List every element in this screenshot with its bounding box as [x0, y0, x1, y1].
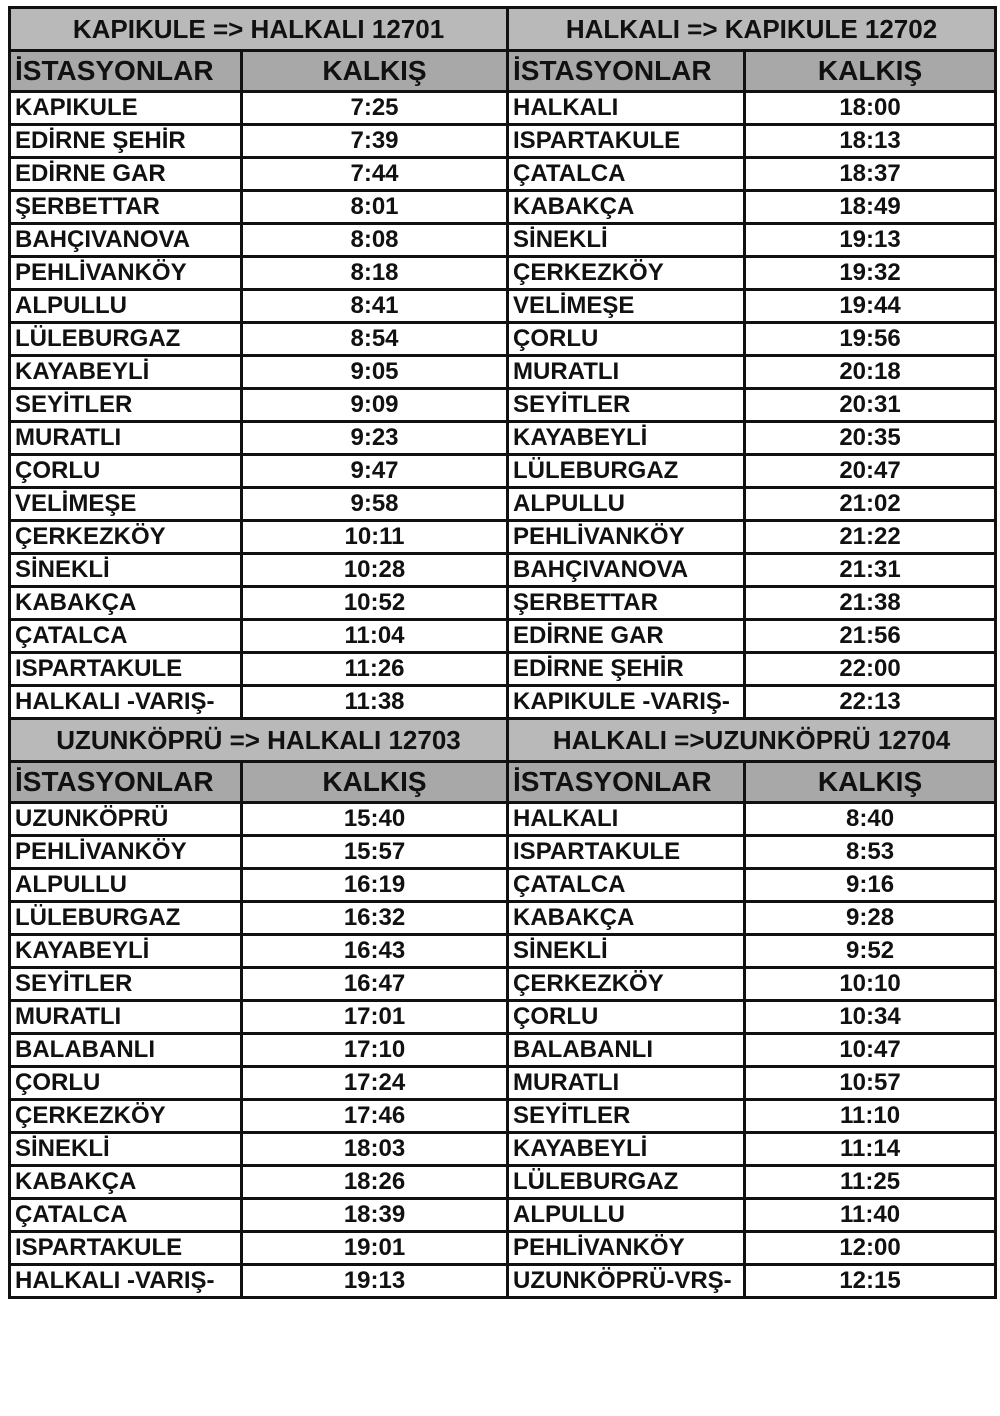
departure-time: 17:10 — [242, 1034, 508, 1067]
departure-time: 10:28 — [242, 554, 508, 587]
station-name: ÇERKEZKÖY — [508, 968, 745, 1001]
departure-time: 18:37 — [745, 158, 996, 191]
station-name: HALKALI — [508, 92, 745, 125]
departure-time: 20:47 — [745, 455, 996, 488]
departure-time: 19:13 — [745, 224, 996, 257]
departure-time: 21:31 — [745, 554, 996, 587]
departure-time: 22:13 — [745, 686, 996, 719]
station-name: BALABANLI — [10, 1034, 242, 1067]
departure-time: 9:58 — [242, 488, 508, 521]
departure-time: 15:57 — [242, 836, 508, 869]
departure-time: 19:32 — [745, 257, 996, 290]
station-name: KABAKÇA — [10, 587, 242, 620]
table-row — [10, 1166, 996, 1199]
departure-time: 11:40 — [745, 1199, 996, 1232]
table-row — [10, 521, 996, 554]
departure-time: 8:41 — [242, 290, 508, 323]
route-title: HALKALI => KAPIKULE 12702 — [508, 8, 996, 51]
table-row — [10, 1133, 996, 1166]
station-name: HALKALI -VARIŞ- — [10, 1265, 242, 1298]
departure-time: 9:47 — [242, 455, 508, 488]
table-row — [10, 422, 996, 455]
station-name: ISPARTAKULE — [10, 1232, 242, 1265]
station-name: BAHÇIVANOVA — [508, 554, 745, 587]
table-row — [10, 1100, 996, 1133]
departure-time: 16:19 — [242, 869, 508, 902]
departure-time: 9:52 — [745, 935, 996, 968]
column-header-stations: İSTASYONLAR — [10, 762, 242, 803]
departure-time: 10:47 — [745, 1034, 996, 1067]
station-name: ÇATALCA — [508, 869, 745, 902]
table-row — [10, 191, 996, 224]
station-name: EDİRNE GAR — [10, 158, 242, 191]
station-name: VELİMEŞE — [10, 488, 242, 521]
departure-time: 10:11 — [242, 521, 508, 554]
departure-time: 17:01 — [242, 1001, 508, 1034]
route-title: HALKALI =>UZUNKÖPRÜ 12704 — [508, 719, 996, 762]
station-name: ISPARTAKULE — [508, 125, 745, 158]
departure-time: 19:01 — [242, 1232, 508, 1265]
table-row — [10, 1265, 996, 1298]
departure-time: 10:52 — [242, 587, 508, 620]
departure-time: 8:53 — [745, 836, 996, 869]
station-name: SEYİTLER — [10, 389, 242, 422]
station-name: ÇATALCA — [10, 1199, 242, 1232]
station-name: PEHLİVANKÖY — [508, 1232, 745, 1265]
table-row — [10, 620, 996, 653]
table-row — [10, 389, 996, 422]
departure-time: 11:26 — [242, 653, 508, 686]
table-row — [10, 968, 996, 1001]
table-row — [10, 587, 996, 620]
departure-time: 7:25 — [242, 92, 508, 125]
station-name: ÇORLU — [10, 1067, 242, 1100]
station-name: SİNEKLİ — [10, 554, 242, 587]
station-name: ÇORLU — [508, 323, 745, 356]
station-name: ÇORLU — [10, 455, 242, 488]
station-name: ALPULLU — [508, 488, 745, 521]
departure-time: 8:08 — [242, 224, 508, 257]
departure-time: 20:18 — [745, 356, 996, 389]
departure-time: 11:14 — [745, 1133, 996, 1166]
station-name: MURATLI — [10, 422, 242, 455]
table-row — [10, 158, 996, 191]
departure-time: 11:10 — [745, 1100, 996, 1133]
station-name: PEHLİVANKÖY — [10, 257, 242, 290]
station-name: KAYABEYLİ — [10, 935, 242, 968]
departure-time: 16:43 — [242, 935, 508, 968]
departure-time: 12:00 — [745, 1232, 996, 1265]
station-name: SİNEKLİ — [10, 1133, 242, 1166]
departure-time: 16:32 — [242, 902, 508, 935]
station-name: SEYİTLER — [508, 389, 745, 422]
departure-time: 20:35 — [745, 422, 996, 455]
station-name: SİNEKLİ — [508, 935, 745, 968]
station-name: SEYİTLER — [508, 1100, 745, 1133]
station-name: KABAKÇA — [10, 1166, 242, 1199]
column-header-departure: KALKIŞ — [745, 762, 996, 803]
departure-time: 7:39 — [242, 125, 508, 158]
table-row — [10, 1034, 996, 1067]
station-name: BAHÇIVANOVA — [10, 224, 242, 257]
table-row — [10, 869, 996, 902]
departure-time: 17:24 — [242, 1067, 508, 1100]
station-name: UZUNKÖPRÜ-VRŞ- — [508, 1265, 745, 1298]
station-name: SEYİTLER — [10, 968, 242, 1001]
station-name: PEHLİVANKÖY — [508, 521, 745, 554]
station-name: PEHLİVANKÖY — [10, 836, 242, 869]
departure-time: 17:46 — [242, 1100, 508, 1133]
station-name: KAYABEYLİ — [508, 422, 745, 455]
table-row — [10, 92, 996, 125]
departure-time: 7:44 — [242, 158, 508, 191]
route-title: UZUNKÖPRÜ => HALKALI 12703 — [10, 719, 508, 762]
departure-time: 21:38 — [745, 587, 996, 620]
station-name: ALPULLU — [508, 1199, 745, 1232]
station-name: EDİRNE ŞEHİR — [10, 125, 242, 158]
station-name: LÜLEBURGAZ — [508, 1166, 745, 1199]
station-name: LÜLEBURGAZ — [10, 323, 242, 356]
departure-time: 10:10 — [745, 968, 996, 1001]
table-row — [10, 902, 996, 935]
departure-time: 16:47 — [242, 968, 508, 1001]
table-row — [10, 1001, 996, 1034]
departure-time: 10:34 — [745, 1001, 996, 1034]
departure-time: 21:22 — [745, 521, 996, 554]
column-header-stations: İSTASYONLAR — [508, 762, 745, 803]
table-row — [10, 290, 996, 323]
timetable-body — [10, 8, 996, 1298]
departure-time: 18:00 — [745, 92, 996, 125]
station-name: VELİMEŞE — [508, 290, 745, 323]
station-name: KAYABEYLİ — [10, 356, 242, 389]
departure-time: 21:56 — [745, 620, 996, 653]
station-name: ÇORLU — [508, 1001, 745, 1034]
departure-time: 8:40 — [745, 803, 996, 836]
departure-time: 18:13 — [745, 125, 996, 158]
station-name: ISPARTAKULE — [10, 653, 242, 686]
station-name: ŞERBETTAR — [508, 587, 745, 620]
station-name: ŞERBETTAR — [10, 191, 242, 224]
table-row — [10, 935, 996, 968]
station-name: KABAKÇA — [508, 191, 745, 224]
station-name: ÇERKEZKÖY — [10, 521, 242, 554]
station-name: ALPULLU — [10, 869, 242, 902]
route-title-row — [10, 719, 996, 762]
column-header-row — [10, 762, 996, 803]
station-name: MURATLI — [508, 356, 745, 389]
departure-time: 11:25 — [745, 1166, 996, 1199]
departure-time: 18:39 — [242, 1199, 508, 1232]
station-name: EDİRNE GAR — [508, 620, 745, 653]
station-name: MURATLI — [508, 1067, 745, 1100]
station-name: LÜLEBURGAZ — [508, 455, 745, 488]
timetable-sheet — [8, 6, 994, 1299]
departure-time: 20:31 — [745, 389, 996, 422]
departure-time: 12:15 — [745, 1265, 996, 1298]
departure-time: 9:23 — [242, 422, 508, 455]
departure-time: 15:40 — [242, 803, 508, 836]
station-name: KABAKÇA — [508, 902, 745, 935]
station-name: KAPIKULE — [10, 92, 242, 125]
column-header-stations: İSTASYONLAR — [10, 51, 242, 92]
table-row — [10, 803, 996, 836]
station-name: UZUNKÖPRÜ — [10, 803, 242, 836]
departure-time: 11:38 — [242, 686, 508, 719]
column-header-departure: KALKIŞ — [745, 51, 996, 92]
departure-time: 19:56 — [745, 323, 996, 356]
departure-time: 18:26 — [242, 1166, 508, 1199]
station-name: SİNEKLİ — [508, 224, 745, 257]
table-row — [10, 1199, 996, 1232]
departure-time: 22:00 — [745, 653, 996, 686]
table-row — [10, 257, 996, 290]
station-name: LÜLEBURGAZ — [10, 902, 242, 935]
station-name: HALKALI -VARIŞ- — [10, 686, 242, 719]
station-name: BALABANLI — [508, 1034, 745, 1067]
departure-time: 9:16 — [745, 869, 996, 902]
timetable — [8, 6, 997, 1299]
table-row — [10, 455, 996, 488]
route-title: KAPIKULE => HALKALI 12701 — [10, 8, 508, 51]
departure-time: 9:09 — [242, 389, 508, 422]
departure-time: 19:44 — [745, 290, 996, 323]
table-row — [10, 836, 996, 869]
table-row — [10, 356, 996, 389]
station-name: ISPARTAKULE — [508, 836, 745, 869]
table-row — [10, 224, 996, 257]
table-row — [10, 653, 996, 686]
departure-time: 19:13 — [242, 1265, 508, 1298]
station-name: ÇERKEZKÖY — [508, 257, 745, 290]
column-header-departure: KALKIŞ — [242, 762, 508, 803]
station-name: HALKALI — [508, 803, 745, 836]
departure-time: 9:05 — [242, 356, 508, 389]
departure-time: 21:02 — [745, 488, 996, 521]
departure-time: 18:03 — [242, 1133, 508, 1166]
departure-time: 9:28 — [745, 902, 996, 935]
table-row — [10, 1067, 996, 1100]
station-name: MURATLI — [10, 1001, 242, 1034]
departure-time: 8:18 — [242, 257, 508, 290]
departure-time: 10:57 — [745, 1067, 996, 1100]
column-header-departure: KALKIŞ — [242, 51, 508, 92]
departure-time: 11:04 — [242, 620, 508, 653]
table-row — [10, 686, 996, 719]
column-header-row — [10, 51, 996, 92]
station-name: EDİRNE ŞEHİR — [508, 653, 745, 686]
table-row — [10, 1232, 996, 1265]
station-name: KAYABEYLİ — [508, 1133, 745, 1166]
station-name: ÇATALCA — [508, 158, 745, 191]
table-row — [10, 488, 996, 521]
departure-time: 8:01 — [242, 191, 508, 224]
station-name: ÇATALCA — [10, 620, 242, 653]
station-name: KAPIKULE -VARIŞ- — [508, 686, 745, 719]
table-row — [10, 323, 996, 356]
station-name: ÇERKEZKÖY — [10, 1100, 242, 1133]
route-title-row — [10, 8, 996, 51]
station-name: ALPULLU — [10, 290, 242, 323]
departure-time: 18:49 — [745, 191, 996, 224]
column-header-stations: İSTASYONLAR — [508, 51, 745, 92]
table-row — [10, 125, 996, 158]
table-row — [10, 554, 996, 587]
departure-time: 8:54 — [242, 323, 508, 356]
